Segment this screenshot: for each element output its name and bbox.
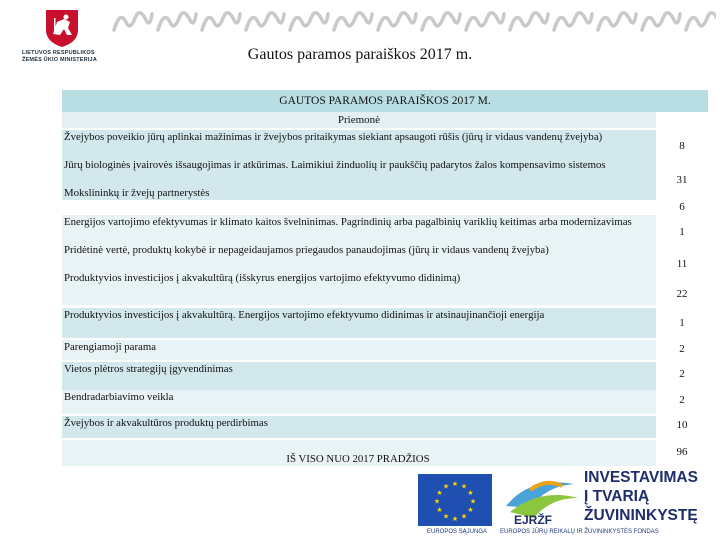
total-value: 96 [676,446,688,458]
table-row [62,390,656,414]
table-row-value: 1 [679,226,685,238]
svg-text:★: ★ [436,506,443,514]
eu-caption: EUROPOS SĄJUNGA [426,529,487,535]
ejrzf-caption: EUROPOS JŪRŲ REIKALŲ IR ŽUVININKYSTĖS FONDAS [500,529,659,535]
total-label: IŠ VISO NUO 2017 PRADŽIOS [286,453,430,465]
svg-text:★: ★ [460,512,468,521]
table-row-value: 2 [679,343,685,355]
table-row-value: 22 [676,288,688,300]
svg-text:★: ★ [433,497,441,506]
table-row-label: Produktyvios investicijos į akvakultūrą (išskyrus energijos vartojimo efektyvumo didinimą) [64,272,461,284]
table-header: GAUTOS PARAMOS PARAIŠKOS 2017 M. [62,90,708,112]
invest-line-1: INVESTAVIMAS [584,469,698,486]
table-row-group [62,215,656,305]
invest-line-3: ŽUVININKYSTĘ [584,507,698,524]
table-row-label: Mokslininkų ir žvejų partnerystės [64,187,210,199]
table-row-value: 11 [676,258,688,270]
table-row-label: Produktyvios investicijos į akvakultūrą. Energijos vartojimo efektyvumo didinimas ir atsinaujinančioji energija [64,309,545,321]
fish-swoosh-icon [500,468,582,528]
svg-text:★: ★ [469,497,477,506]
table-row [62,362,656,390]
table-row-label: Žvejybos ir akvakultūros produktų perdirbimas [64,417,268,429]
column-header-measure: Priemonė [62,112,656,128]
table-row-value: 2 [679,368,685,380]
table-row-label: Pridėtinė vertė, produktų kokybė ir nepageidaujamos priegaudos panaudojimas (jūrų ir vidaus vandenų žvejyba) [64,244,549,256]
table-row-label: Žvejybos poveikio jūrų aplinkai mažinimas ir žvejybos pritaikymas siekiant apsaugoti rūšis (jūrų ir vidaus vandenų žvejyba) [64,131,603,143]
decorative-band [110,6,716,36]
svg-text:★: ★ [451,480,459,488]
eu-flag-icon [418,474,492,526]
table-row-group [62,130,656,200]
table-row-value: 2 [679,394,685,406]
svg-text:★: ★ [460,482,468,491]
svg-text:★: ★ [436,489,443,497]
table-row-label: Jūrų biologinės įvairovės išsaugojimas ir atkūrimas. Laimikiui žinduolių ir paukščių padarytos žalos kompensavimo sistemos [64,159,606,171]
table-row-value: 1 [679,317,685,329]
table-row-value: 31 [676,174,688,186]
coat-of-arms-icon [44,8,80,48]
table-row [62,308,656,338]
table-row-label: Parengiamoji parama [64,341,157,353]
ministry-name: LIETUVOS RESPUBLIKOS ŽEMĖS ŪKIO MINISTERIJA [22,50,97,63]
svg-text:★: ★ [451,515,459,523]
table-row [62,416,656,438]
invest-logo-text [584,468,714,525]
ejrzf-logo [500,468,582,528]
ejrzf-label: EJRŽF [514,513,553,527]
table-row-label: Energijos vartojimo efektyvumas ir klimato kaitos švelninimas. Pagrindinių arba pagalbinių variklių keitimas arba modernizavimas [64,216,632,228]
table-row-label: Vietos plėtros strategijų įgyvendinimas [64,363,233,375]
page-title: Gautos paramos paraiškos 2017 m. [247,46,473,63]
table-total-row [62,440,656,466]
table-row-label: Bendradarbiavimo veikla [64,391,174,403]
table-row-value: 8 [679,140,685,152]
svg-text:★: ★ [442,512,450,521]
table-row-value: 10 [676,419,688,431]
svg-text:★: ★ [467,489,474,497]
svg-text:★: ★ [442,482,450,491]
invest-line-2: Į TVARIĄ [584,488,650,505]
table-row-value: 6 [679,201,685,213]
table-row [62,340,656,360]
svg-text:★: ★ [467,506,474,514]
